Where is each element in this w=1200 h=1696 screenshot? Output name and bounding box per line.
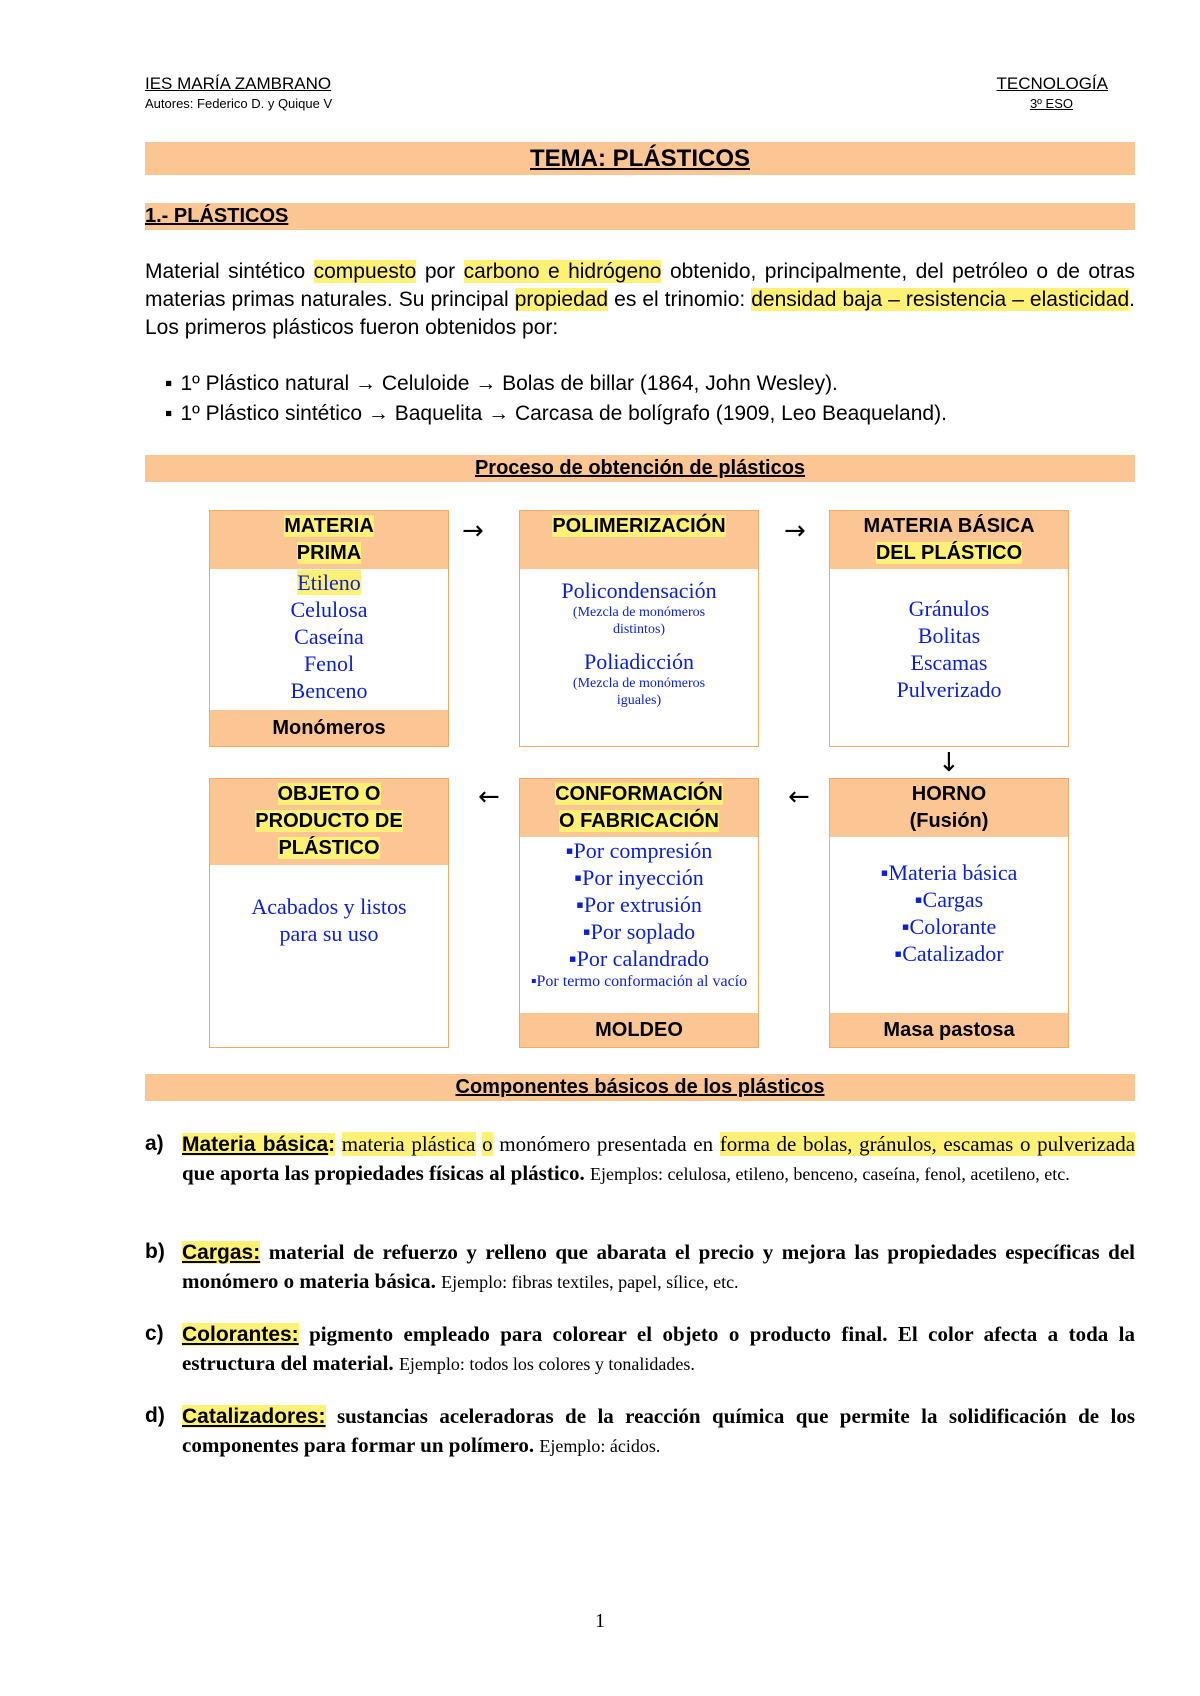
course-name: 3º ESO	[1029, 96, 1073, 111]
intro-paragraph: Material sintético compuesto por carbono e hidrógeno obtenido, principalmente, del petróleo o de otras materias primas naturales. Su principal propiedad es el trinomio: densidad baja – resistencia – elasticidad. Los primeros plásticos fueron obtenidos por:	[145, 260, 1136, 339]
page-number: 1	[595, 1610, 605, 1632]
arrow-left-icon: ←	[788, 782, 810, 812]
subject-name: TECNOLOGÍA	[996, 74, 1108, 93]
page-title: TEMA: PLÁSTICOS	[145, 142, 1135, 175]
section-heading: 1.- PLÁSTICOS	[145, 203, 1135, 230]
first-plastics-list	[165, 369, 947, 429]
list-item: ▪ 1º Plástico sintético → Baquelita → Carcasa de bolígrafo (1909, Leo Beaqueland).	[165, 399, 947, 429]
arrow-right-icon: →	[784, 516, 806, 546]
components-heading: Componentes básicos de los plásticos	[145, 1074, 1135, 1101]
box-horno: HORNO (Fusión) ▪ Materia básica ▪ Cargas ▪ Colorante ▪ Catalizador Masa pastosa	[829, 778, 1069, 1048]
arrow-left-icon: ←	[478, 782, 500, 812]
component-d: d) Catalizadores: sustancias aceleradoras de la reacción química que permite la solidificación de los componentes para formar un polímero. Ejemplo: ácidos.	[145, 1404, 1136, 1457]
box-polimerizacion: POLIMERIZACIÓN Policondensación (Mezcla de monómeros distintos) Poliadicción (Mezcla de monómeros iguales)	[519, 510, 759, 747]
school-name: IES MARÍA ZAMBRANO	[145, 74, 332, 93]
component-c: c) Colorantes: pigmento empleado para colorear el objeto o producto final. El color afecta a toda la estructura del material. Ejemplo: todos los colores y tonalidades.	[145, 1322, 1135, 1375]
box-objeto: OBJETO O PRODUCTO DE PLÁSTICO Acabados y listos para su uso	[209, 778, 449, 1048]
box-conformacion: CONFORMACIÓN O FABRICACIÓN ▪ Por compresión ▪ Por inyección ▪ Por extrusión ▪ Por soplado ▪ Por calandrado ▪ Por termo conformación al vacío MOLDEO	[519, 778, 759, 1048]
arrow-right-icon: →	[462, 516, 484, 546]
list-item: ▪ 1º Plástico natural → Celuloide → Bolas de billar (1864, John Wesley).	[165, 369, 947, 399]
component-b: b) Cargas: material de refuerzo y relleno que abarata el precio y mejora las propiedades específicas del monómero o materia básica. Ejemplo: fibras textiles, papel, sílice, etc.	[145, 1240, 1135, 1293]
arrow-down-icon: ↓	[938, 748, 960, 778]
authors: Autores: Federico D. y Quique V	[145, 96, 333, 111]
component-a: a) Materia básica: materia plástica o monómero presentada en forma de bolas, gránulos, escamas o pulverizada que aporta las propiedades físicas al plástico. Ejemplos: celulosa, etileno, benceno, caseína, fenol, acetileno, etc.	[145, 1132, 1136, 1185]
box-materia-prima: MATERIA PRIMA Etileno Celulosa Caseína Fenol Benceno Monómeros	[209, 510, 449, 747]
box-materia-basica: MATERIA BÁSICA DEL PLÁSTICO Gránulos Bolitas Escamas Pulverizado	[829, 510, 1069, 747]
process-heading: Proceso de obtención de plásticos	[145, 455, 1135, 482]
